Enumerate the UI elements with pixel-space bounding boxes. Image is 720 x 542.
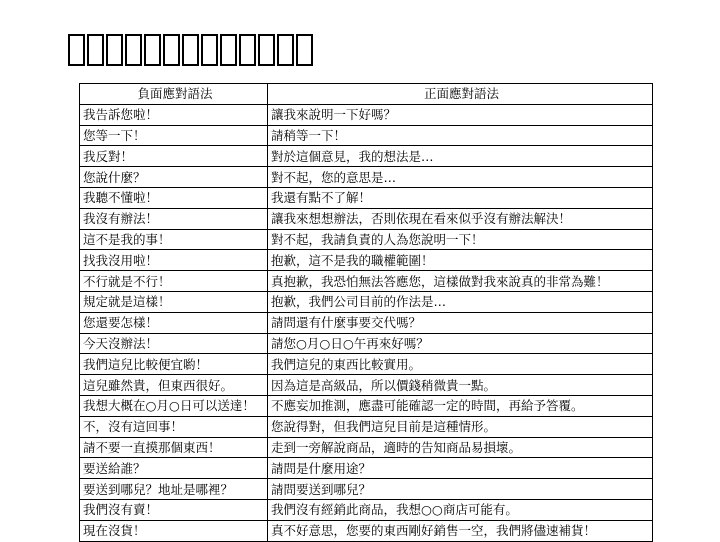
negative-phrase-cell: 這不是我的事！ (80, 229, 268, 250)
negative-phrase-cell: 要送到哪兒？地址是哪裡？ (80, 479, 268, 500)
negative-phrase-cell: 請不要一直摸那個東西！ (80, 437, 268, 458)
missing-glyph-box (163, 34, 180, 66)
negative-phrase-cell: 不，沒有這回事！ (80, 416, 268, 437)
positive-phrase-cell: 您說得對，但我們這兒目前是這種情形。 (268, 416, 653, 437)
table-row (80, 104, 653, 125)
negative-phrase-cell: 我想大概在○月○日可以送達！ (80, 395, 268, 416)
positive-phrase-cell: 請問還有什麼事要交代嗎？ (268, 312, 653, 333)
positive-phrase-cell: 抱歉，這不是我的職權範圍！ (268, 250, 653, 271)
missing-glyph-box (87, 34, 104, 66)
missing-glyph-box (277, 34, 294, 66)
page-title (68, 30, 313, 72)
positive-phrase-cell: 不應妄加推測，應盡可能確認一定的時間，再給予答覆。 (268, 395, 653, 416)
table-row (80, 395, 653, 416)
negative-phrase-cell: 要送給誰？ (80, 458, 268, 479)
positive-phrase-cell: 走到一旁解說商品，適時的告知商品易損壞。 (268, 437, 653, 458)
positive-phrase-cell: 讓我來想想辦法，否則依現在看來似乎沒有辦法解決！ (268, 208, 653, 229)
header-row (80, 84, 653, 105)
header-negative: 負面應對語法 (80, 84, 268, 105)
table-row (80, 312, 653, 333)
positive-phrase-cell: 請您○月○日○午再來好嗎？ (268, 333, 653, 354)
negative-phrase-cell: 我反對！ (80, 146, 268, 167)
positive-phrase-cell: 對不起，您的意思是… (268, 167, 653, 188)
table-row (80, 167, 653, 188)
missing-glyph-box (296, 34, 313, 66)
negative-phrase-cell: 規定就是這樣！ (80, 291, 268, 312)
negative-phrase-cell: 找我沒用啦！ (80, 250, 268, 271)
negative-phrase-cell: 我告訴您啦！ (80, 104, 268, 125)
positive-phrase-cell: 請問要送到哪兒？ (268, 479, 653, 500)
positive-phrase-cell: 對不起，我請負責的人為您說明一下！ (268, 229, 653, 250)
positive-phrase-cell: 因為這是高級品，所以價錢稍微貴一點。 (268, 375, 653, 396)
negative-phrase-cell: 現在沒貨！ (80, 520, 268, 541)
positive-phrase-cell: 對於這個意見，我的想法是… (268, 146, 653, 167)
table-row (80, 229, 653, 250)
negative-phrase-cell: 我們沒有賣！ (80, 499, 268, 520)
missing-glyph-box (125, 34, 142, 66)
header-positive: 正面應對語法 (268, 84, 653, 105)
table-row (80, 291, 653, 312)
negative-phrase-cell: 您還要怎樣！ (80, 312, 268, 333)
negative-phrase-cell: 今天沒辦法！ (80, 333, 268, 354)
missing-glyph-box (68, 34, 85, 66)
table-row (80, 250, 653, 271)
negative-phrase-cell: 這兒雖然貴，但東西很好。 (80, 375, 268, 396)
table-row (80, 499, 653, 520)
table-row (80, 375, 653, 396)
negative-phrase-cell: 我聽不懂啦！ (80, 187, 268, 208)
positive-phrase-cell: 請稍等一下！ (268, 125, 653, 146)
table-row (80, 125, 653, 146)
table-row (80, 146, 653, 167)
table-row (80, 437, 653, 458)
missing-glyph-box (239, 34, 256, 66)
missing-glyph-box (106, 34, 123, 66)
table-row (80, 333, 653, 354)
table-row (80, 208, 653, 229)
missing-glyph-box (258, 34, 275, 66)
negative-phrase-cell: 您說什麼？ (80, 167, 268, 188)
negative-phrase-cell: 我沒有辦法！ (80, 208, 268, 229)
positive-phrase-cell: 真抱歉，我恐怕無法答應您，這樣做對我來說真的非常為難！ (268, 271, 653, 292)
missing-glyph-box (220, 34, 237, 66)
table-row (80, 187, 653, 208)
table-row (80, 520, 653, 541)
positive-phrase-cell: 我還有點不了解！ (268, 187, 653, 208)
positive-phrase-cell: 讓我來說明一下好嗎？ (268, 104, 653, 125)
negative-phrase-cell: 您等一下！ (80, 125, 268, 146)
table-row (80, 271, 653, 292)
response-table (79, 83, 653, 542)
positive-phrase-cell: 抱歉，我們公司目前的作法是… (268, 291, 653, 312)
table-row (80, 416, 653, 437)
page-title-text (68, 30, 69, 31)
positive-phrase-cell: 真不好意思，您要的東西剛好銷售一空，我們將儘速補貨！ (268, 520, 653, 541)
positive-phrase-cell: 我們這兒的東西比較實用。 (268, 354, 653, 375)
missing-glyph-box (201, 34, 218, 66)
table-row (80, 458, 653, 479)
table-row (80, 354, 653, 375)
missing-glyph-box (144, 34, 161, 66)
positive-phrase-cell: 請問是什麼用途？ (268, 458, 653, 479)
missing-glyph-box (182, 34, 199, 66)
negative-phrase-cell: 不行就是不行！ (80, 271, 268, 292)
positive-phrase-cell: 我們沒有經銷此商品，我想○○商店可能有。 (268, 499, 653, 520)
negative-phrase-cell: 我們這兒比較便宜喲！ (80, 354, 268, 375)
table-row (80, 479, 653, 500)
